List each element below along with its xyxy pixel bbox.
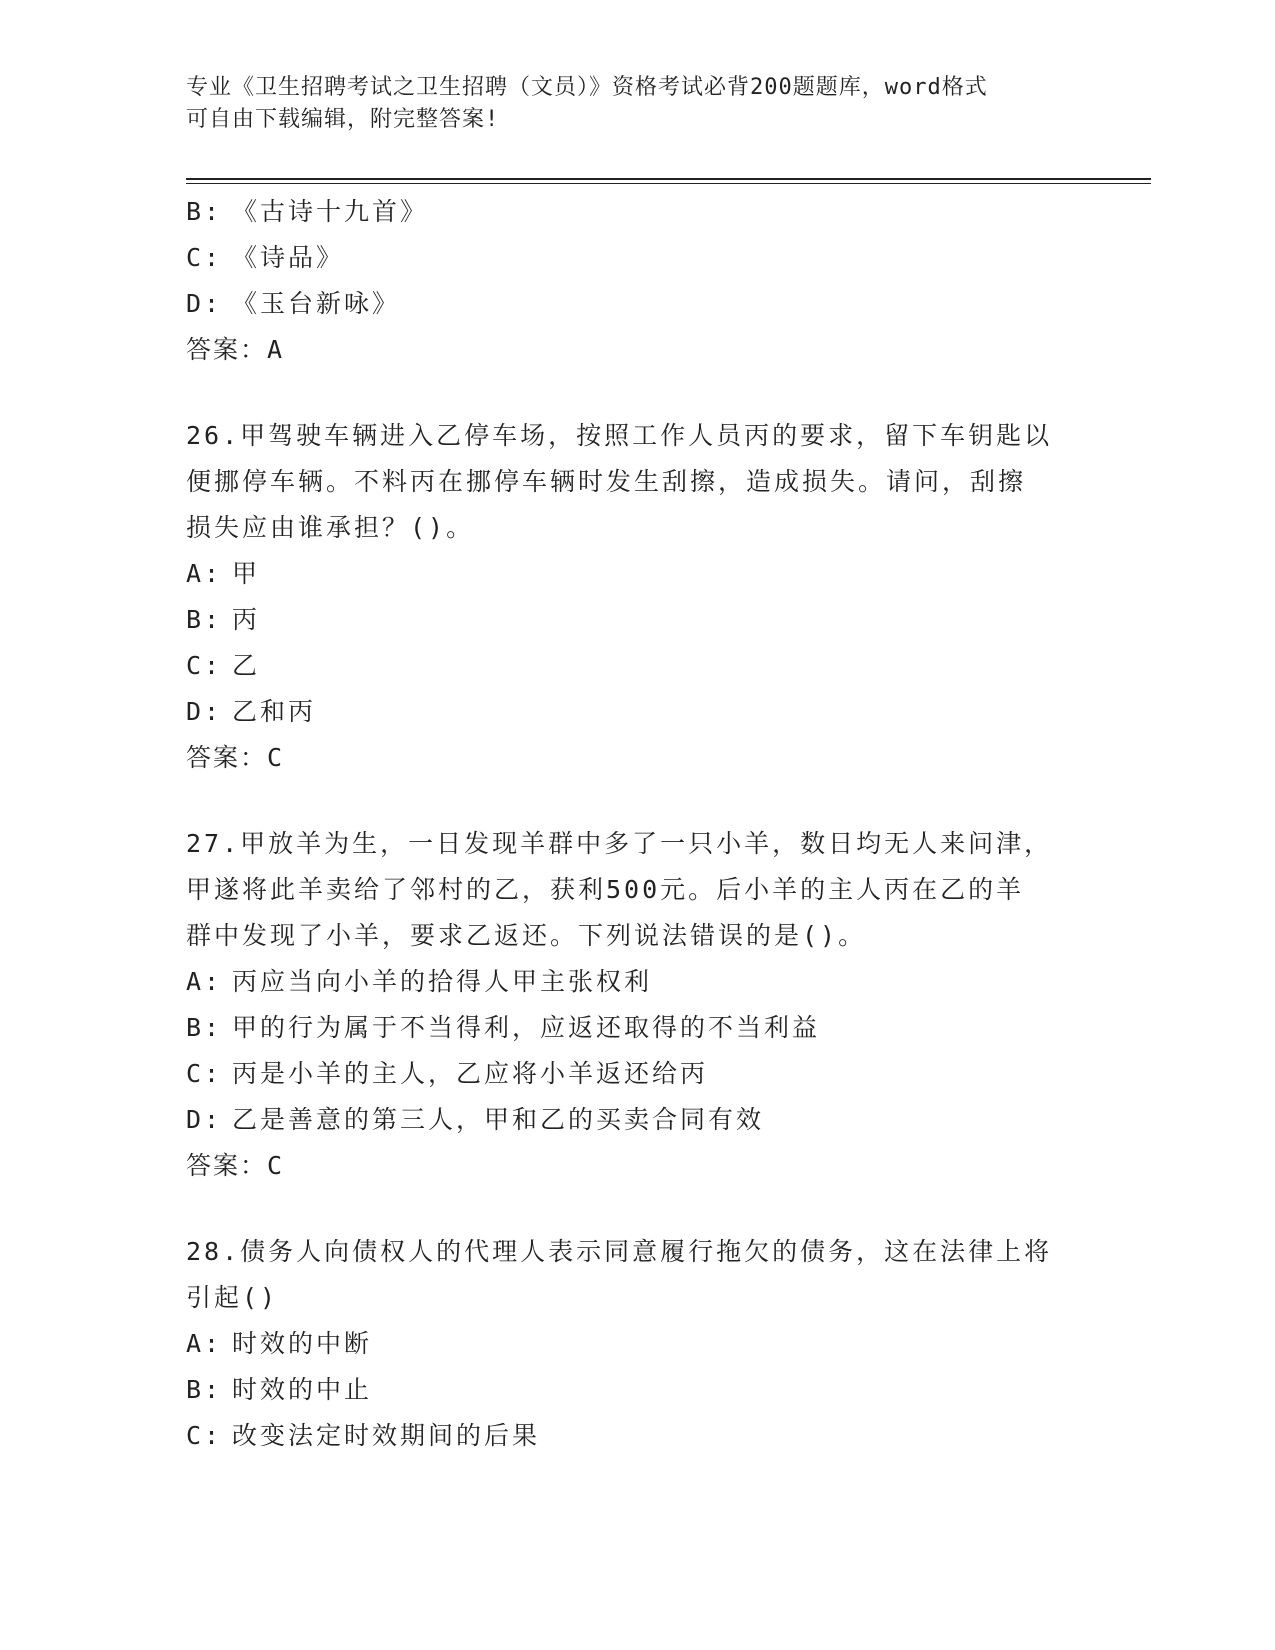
option-a bbox=[186, 551, 1086, 597]
question-stem-line: 群中发现了小羊，要求乙返还。下列说法错误的是()。 bbox=[186, 921, 867, 950]
option-letter: D: bbox=[186, 289, 223, 318]
option-a bbox=[186, 959, 1086, 1005]
answer-value: A bbox=[267, 335, 286, 364]
option-letter: B: bbox=[186, 605, 223, 634]
answer-label: 答案： bbox=[186, 335, 268, 364]
option-letter: B: bbox=[186, 1013, 223, 1042]
option-text: 时效的中断 bbox=[232, 1329, 373, 1358]
option-text: 《古诗十九首》 bbox=[232, 197, 429, 226]
option-letter: D: bbox=[186, 1105, 223, 1134]
option-letter: C: bbox=[186, 243, 223, 272]
option-b bbox=[186, 1367, 1086, 1413]
option-c bbox=[186, 1413, 1086, 1459]
question-26 bbox=[186, 413, 1086, 781]
option-b bbox=[186, 189, 1086, 235]
option-a bbox=[186, 1321, 1086, 1367]
option-b bbox=[186, 1005, 1086, 1051]
question-stem-line: 27.甲放羊为生，一日发现羊群中多了一只小羊，数日均无人来问津， bbox=[186, 829, 1053, 858]
header-rule-thin bbox=[186, 183, 1151, 184]
option-text: 丙 bbox=[232, 605, 261, 634]
option-text: 时效的中止 bbox=[232, 1375, 373, 1404]
answer-line bbox=[186, 735, 1086, 781]
option-text: 甲 bbox=[232, 559, 261, 588]
option-d bbox=[186, 1097, 1086, 1143]
spacer bbox=[186, 781, 1086, 821]
document-header bbox=[186, 72, 1086, 136]
option-text: 丙是小羊的主人，乙应将小羊返还给丙 bbox=[232, 1059, 709, 1088]
answer-value: C bbox=[267, 1151, 286, 1180]
question-27 bbox=[186, 821, 1086, 1189]
question-stem-line: 28.债务人向债权人的代理人表示同意履行拖欠的债务，这在法律上将 bbox=[186, 1237, 1053, 1266]
option-c bbox=[186, 643, 1086, 689]
answer-line bbox=[186, 327, 1086, 373]
header-rule-thick bbox=[186, 178, 1151, 180]
option-text: 改变法定时效期间的后果 bbox=[232, 1421, 541, 1450]
option-letter: A: bbox=[186, 559, 223, 588]
answer-line bbox=[186, 1143, 1086, 1189]
option-text: 甲的行为属于不当得利，应返还取得的不当利益 bbox=[232, 1013, 821, 1042]
option-text: 乙是善意的第三人，甲和乙的买卖合同有效 bbox=[232, 1105, 765, 1134]
option-c bbox=[186, 235, 1086, 281]
option-letter: A: bbox=[186, 1329, 223, 1358]
option-text: 《诗品》 bbox=[232, 243, 345, 272]
option-letter: B: bbox=[186, 1375, 223, 1404]
spacer bbox=[186, 373, 1086, 413]
option-d bbox=[186, 281, 1086, 327]
option-letter: C: bbox=[186, 1059, 223, 1088]
header-line-2: 可自由下载编辑，附完整答案! bbox=[186, 107, 500, 132]
option-letter: A: bbox=[186, 967, 223, 996]
option-letter: C: bbox=[186, 651, 223, 680]
option-letter: D: bbox=[186, 697, 223, 726]
spacer bbox=[186, 1189, 1086, 1229]
answer-value: C bbox=[267, 743, 286, 772]
answer-label: 答案： bbox=[186, 1151, 268, 1180]
option-text: 《玉台新咏》 bbox=[232, 289, 401, 318]
question-28 bbox=[186, 1229, 1086, 1459]
option-letter: C: bbox=[186, 1421, 223, 1450]
option-text: 丙应当向小羊的拾得人甲主张权利 bbox=[232, 967, 653, 996]
option-c bbox=[186, 1051, 1086, 1097]
question-stem-line: 便挪停车辆。不料丙在挪停车辆时发生刮擦，造成损失。请问，刮擦 bbox=[186, 467, 1027, 496]
option-b bbox=[186, 597, 1086, 643]
header-line-1: 专业《卫生招聘考试之卫生招聘（文员）》资格考试必背200题题库，word格式 bbox=[186, 75, 988, 100]
option-d bbox=[186, 689, 1086, 735]
option-letter: B: bbox=[186, 197, 223, 226]
document-body bbox=[186, 189, 1086, 1459]
option-text: 乙和丙 bbox=[232, 697, 317, 726]
option-text: 乙 bbox=[232, 651, 261, 680]
question-25-tail bbox=[186, 189, 1086, 373]
answer-label: 答案： bbox=[186, 743, 268, 772]
question-stem-line: 引起() bbox=[186, 1283, 279, 1312]
question-stem-line: 甲遂将此羊卖给了邻村的乙，获利500元。后小羊的主人丙在乙的羊 bbox=[186, 875, 1025, 904]
question-stem-line: 损失应由谁承担？()。 bbox=[186, 513, 475, 542]
question-stem-line: 26.甲驾驶车辆进入乙停车场，按照工作人员丙的要求，留下车钥匙以 bbox=[186, 421, 1053, 450]
